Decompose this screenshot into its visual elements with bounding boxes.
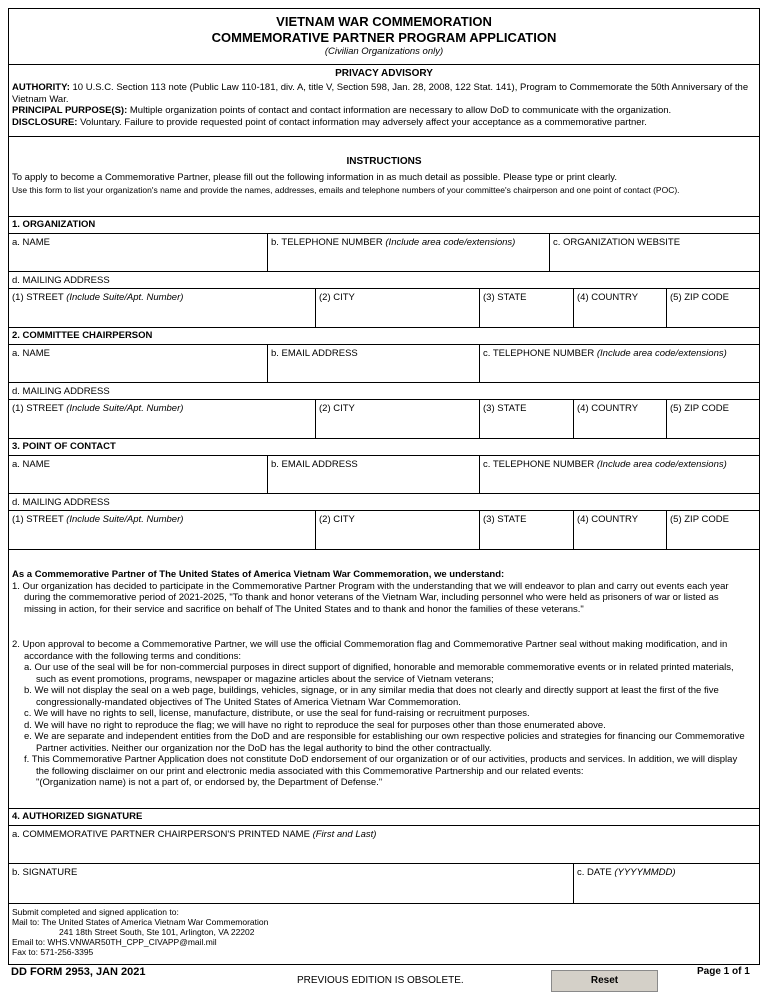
form-title: VIETNAM WAR COMMEMORATION [276,14,492,29]
org-row [9,233,759,272]
mailing-address-label: d. MAILING ADDRESS [12,275,110,286]
form-subtitle: COMMEMORATIVE PARTNER PROGRAM APPLICATION [211,30,557,45]
org-website-field[interactable]: c. ORGANIZATION WEBSITE [549,234,759,272]
submit-mail-address: 241 18th Street South, Ste 101, Arlington, VA 22202 [59,927,255,937]
terms-item-d: d. We will have no right to reproduce the flag; we will have no right to reproduce the seal for purposes other than those enumerated above. [24,719,606,731]
section-poc-title: 3. POINT OF CONTACT [12,441,116,452]
terms-paragraph-2: 2. Upon approval to become a Commemorative Partner, we will use the official Commemoration flag and Commemorative Partner seal without making modification, and in accordance with the following terms and conditions: [12,639,728,662]
instructions-heading: INSTRUCTIONS [346,156,422,167]
purpose-label: PRINCIPAL PURPOSE(S): [12,105,128,116]
chair-state-field[interactable]: (3) STATE [479,400,573,438]
org-state-field[interactable]: (3) STATE [479,289,573,327]
mailing-address-label: d. MAILING ADDRESS [12,386,110,397]
chair-city-field[interactable]: (2) CITY [315,400,479,438]
authority-text: 10 U.S.C. Section 113 note (Public Law 110-181, div. A, title V, Section 598, Jan. 28, 2008, 122 Stat. 141), Program to Commemorate the 50th Anniversary of the Vietnam War. [12,82,749,105]
disclosure-text: Voluntary. Failure to provide requested point of contact information may adversely affect your acceptance as a commemorative partner. [80,117,647,128]
privacy-heading: PRIVACY ADVISORY [335,68,433,79]
printed-name-row [9,825,759,864]
mailing-address-label: d. MAILING ADDRESS [12,497,110,508]
submit-mail: Mail to: The United States of America Vietnam War Commemoration [12,917,269,927]
date-field[interactable]: c. DATE (YYYYMMDD) [573,864,759,904]
terms-item-c: c. We will have no rights to sell, license, manufacture, distribute, or use the seal for fund-raising or recruitment purposes. [24,708,530,719]
org-zip-field[interactable]: (5) ZIP CODE [666,289,759,327]
chair-phone-field[interactable]: c. TELEPHONE NUMBER (Include area code/extensions) [479,345,759,383]
section-chairperson-title: 2. COMMITTEE CHAIRPERSON [12,330,153,341]
divider [9,136,759,137]
partner-terms [12,569,752,807]
terms-item-f: f. This Commemorative Partner Application does not constitute DoD endorsement of our organization or of our activities, products and services. In addition, we will display the following disclaimer on our print and electronic media associated with this Commemorative Partnership and our related events: [24,754,738,777]
terms-disclaimer: "(Organization name) is not a part of, or endorsed by, the Department of Defense." [36,777,383,788]
terms-item-e: e. We are separate and independent entities from the DoD and are responsible for establishing our own respective policies and strategies for financing our Commemorative Partner activities. Neither our organization nor the DoD has the legal authority to bind the other contractually. [24,731,745,754]
page-number: Page 1 of 1 [697,966,750,977]
obsolete-notice: PREVIOUS EDITION IS OBSOLETE. [297,975,464,986]
reset-button[interactable]: Reset [551,970,658,992]
section-organization-title: 1. ORGANIZATION [12,219,96,230]
divider [9,327,759,328]
privacy-authority [12,82,752,105]
divider [9,549,759,550]
section-signature-title: 4. AUTHORIZED SIGNATURE [12,811,143,822]
terms-item-a: a. Our use of the seal will be for non-commercial purposes in direct support of dignified, honorable and memorable commemorative events or in related printed materials, such as event promotions, programs, newspaper or magazine articles about the service of Vietnam veterans; [24,662,734,685]
poc-street-field[interactable]: (1) STREET (Include Suite/Apt. Number) [12,514,184,525]
signature-row [9,863,759,904]
poc-city-field[interactable]: (2) CITY [315,511,479,549]
chair-row [9,344,759,383]
divider [9,216,759,217]
signature-field[interactable]: b. SIGNATURE [12,867,78,878]
disclosure-label: DISCLOSURE: [12,117,78,128]
poc-phone-field[interactable]: c. TELEPHONE NUMBER (Include area code/extensions) [479,456,759,494]
submit-fax: Fax to: 571-256-3395 [12,947,94,957]
org-phone-field[interactable]: b. TELEPHONE NUMBER (Include area code/extensions) [267,234,549,272]
submit-instructions: Submit completed and signed application to: [12,907,179,917]
org-address-row [9,271,759,327]
org-city-field[interactable]: (2) CITY [315,289,479,327]
chair-email-field[interactable]: b. EMAIL ADDRESS [267,345,479,383]
authority-label: AUTHORITY: [12,82,70,93]
application-form [8,8,760,965]
chair-street-field[interactable]: (1) STREET (Include Suite/Apt. Number) [12,403,184,414]
purpose-text: Multiple organization points of contact and contact information are necessary to allow DoD to communicate with the organization. [129,105,672,116]
instructions-line2: Use this form to list your organization's name and provide the names, addresses, emails and telephone numbers of your committee's chairperson and one point of contact (POC). [12,185,680,195]
form-scope-note: (Civilian Organizations only) [324,46,444,57]
form-number: DD FORM 2953, JAN 2021 [11,966,146,978]
chair-zip-field[interactable]: (5) ZIP CODE [666,400,759,438]
org-name-field[interactable]: a. NAME [12,237,51,248]
poc-address-row [9,493,759,549]
poc-email-field[interactable]: b. EMAIL ADDRESS [267,456,479,494]
org-street-field[interactable]: (1) STREET (Include Suite/Apt. Number) [12,292,184,303]
divider [9,438,759,439]
poc-name-field[interactable]: a. NAME [12,459,51,470]
privacy-disclosure [12,117,752,129]
privacy-purpose [12,105,752,117]
terms-item-b: b. We will not display the seal on a web page, buildings, vehicles, signage, or in any similar media that does not clearly and directly support at least the first of the five congressionally-mandated objectives of The United States of America Vietnam War Commemoration. [24,685,719,708]
chair-name-field[interactable]: a. NAME [12,348,51,359]
divider [9,64,759,65]
printed-name-field[interactable]: a. COMMEMORATIVE PARTNER CHAIRPERSON'S PRINTED NAME (First and Last) [12,829,377,840]
divider [9,808,759,809]
submit-email: Email to: WHS.VNWAR50TH_CPP_CIVAPP@mail.mil [12,937,217,947]
org-country-field[interactable]: (4) COUNTRY [573,289,666,327]
poc-state-field[interactable]: (3) STATE [479,511,573,549]
chair-address-row [9,382,759,438]
poc-row [9,455,759,494]
terms-paragraph-1: 1. Our organization has decided to participate in the Commemorative Partner Program with the understanding that we will endeavor to plan and carry out events each year during the commemorative period of 2021-2025, "To thank and honor veterans of the Vietnam War, including personnel who were held as prisoners of war or listed as missing in action, for their service and sacrifice on behalf of The United States and to thank and honor the families of these veterans." [12,580,729,615]
poc-country-field[interactable]: (4) COUNTRY [573,511,666,549]
divider [9,903,759,904]
terms-heading: As a Commemorative Partner of The United States of America Vietnam War Commemoration, we understand: [12,569,505,580]
poc-zip-field[interactable]: (5) ZIP CODE [666,511,759,549]
chair-country-field[interactable]: (4) COUNTRY [573,400,666,438]
instructions-line1: To apply to become a Commemorative Partner, please fill out the following information in as much detail as possible. Please type or print clearly. [12,172,617,183]
